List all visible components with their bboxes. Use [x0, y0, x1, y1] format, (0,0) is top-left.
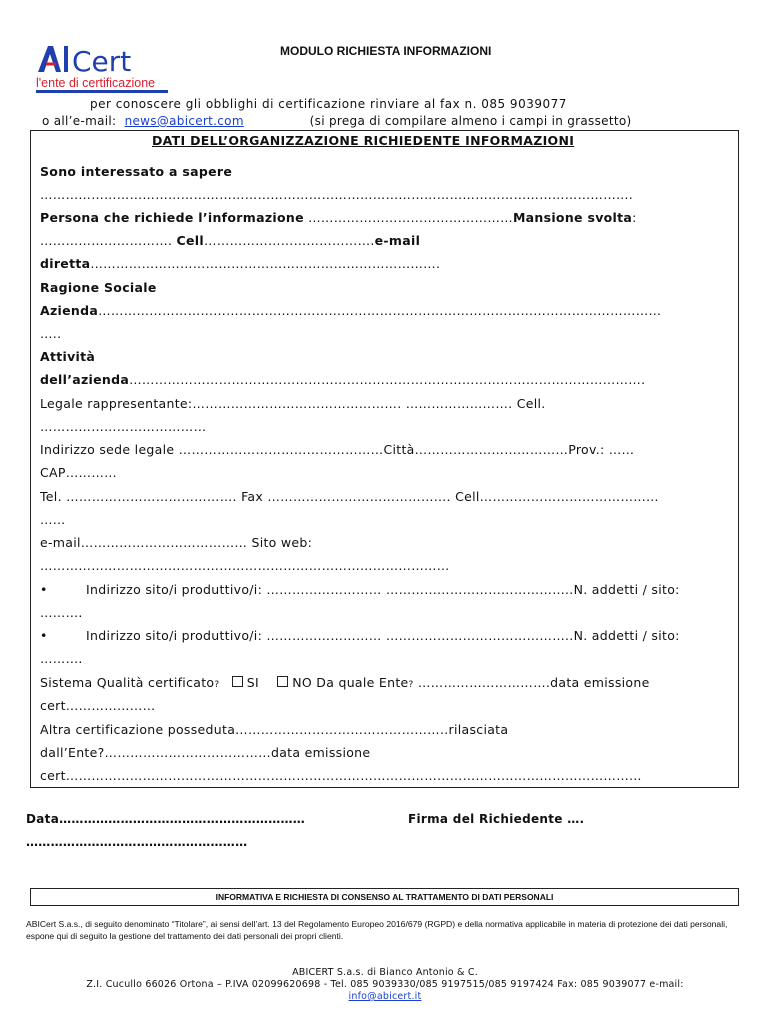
phone-fax-row[interactable]: Tel. …………………………………. Fax ……………………………………. Cell…………………………………… — [40, 489, 659, 504]
company-field[interactable]: …………………………………………………………………………………………………………………… — [98, 303, 662, 318]
activity-field[interactable]: …………………………………………………………………………………………………………. — [129, 372, 646, 387]
quality-system-label: Sistema Qualità certificato — [40, 675, 215, 690]
production-site-row-2[interactable]: Indirizzo sito/i produttivo/i: ……………………… ……………………………………..N. addetti / sito: — [86, 628, 680, 643]
email-website-row[interactable]: e-mail………………………………… Sito web: — [40, 535, 313, 550]
interest-label: Sono interessato a sapere — [40, 164, 233, 179]
date-field-cont[interactable]: ……………………………………………… — [26, 835, 248, 849]
form-title: MODULO RICHIESTA INFORMAZIONI — [280, 44, 492, 58]
company-label: Azienda — [40, 303, 99, 318]
issue-date-field[interactable]: ………………………….data emissione — [413, 675, 650, 690]
cell-label: Cell — [176, 233, 204, 248]
interest-field[interactable]: …………………………………………………………………………………………………………………………. — [40, 187, 634, 202]
logo-wordmark: Cert — [72, 45, 132, 78]
footer-company: ABICERT S.a.s. di Bianco Antonio & C. — [292, 967, 478, 978]
si-checkbox[interactable] — [232, 676, 243, 687]
activity-label-2: dell’azienda — [40, 372, 130, 387]
cap-field[interactable]: CAP………… — [40, 465, 117, 480]
intro-line-1: per conoscere gli obblighi di certificazione rinviare al fax n. 085 9039077 — [90, 97, 567, 111]
production-site-1-cont[interactable]: ………. — [40, 605, 83, 620]
bullet-1: • — [40, 582, 48, 597]
intro-email-prefix: o all’e-mail: — [42, 114, 117, 128]
phone-fax-cont[interactable]: …… — [40, 512, 66, 527]
company-name-label: Ragione Sociale — [40, 280, 157, 295]
other-cert-row[interactable]: Altra certificazione posseduta…………………………………………..rilasciata — [40, 722, 509, 737]
requester-field[interactable]: ………………………………………… — [303, 210, 513, 225]
role-field[interactable]: …………………………. — [40, 233, 177, 248]
logo-graphic — [36, 42, 172, 98]
direct-label: diretta — [40, 256, 91, 271]
company-field-cont[interactable]: ….. — [40, 326, 62, 341]
intro-line-2 — [42, 114, 631, 128]
website-field[interactable]: …………………………………………………………………………………… — [40, 558, 450, 573]
date-field[interactable]: Data…………………………………………………… — [26, 812, 306, 826]
quality-system-row — [40, 675, 650, 690]
legal-rep-row[interactable]: Legale rappresentante:…………………………………………. ……………………. Cell. — [40, 396, 546, 411]
intro-note: (si prega di compilare almeno i campi in grassetto) — [309, 114, 632, 128]
role-colon: : — [632, 210, 637, 225]
intro-email-link[interactable]: news@abicert.com — [124, 114, 244, 128]
activity-row — [40, 372, 645, 387]
footer-email-link[interactable]: info@abicert.it — [348, 991, 422, 1002]
other-cert-field[interactable]: cert……………………………………………………………………………………………………………………… — [40, 768, 642, 783]
requester-row — [40, 210, 637, 225]
signature-field[interactable]: Firma del Richiedente …. — [408, 812, 585, 826]
bullet-2: • — [40, 628, 48, 643]
question-mark-2: ? — [408, 680, 414, 690]
address-row[interactable]: Indirizzo sede legale …………………………………………Città………………………………Prov.: …… — [40, 442, 635, 457]
contact-row — [40, 233, 420, 248]
footer-address: Z.I. Cucullo 66026 Ortona – P.IVA 02099620698 - Tel. 085 9039330/085 9197515/085 9197424 Fax: 085 9039077 e-mail: — [86, 979, 684, 990]
cell-field[interactable]: …………………………………. — [203, 233, 375, 248]
abicert-logo — [36, 42, 172, 98]
production-site-row-1[interactable]: Indirizzo sito/i produttivo/i: ……………………… ……………………………………..N. addetti / sito: — [86, 582, 680, 597]
production-site-2-cont[interactable]: ………. — [40, 651, 83, 666]
si-label: SI — [246, 675, 259, 690]
direct-email-row — [40, 256, 440, 271]
no-label: NO Da quale Ente — [292, 675, 409, 690]
direct-email-field[interactable]: ………………………………………………………………………. — [90, 256, 441, 271]
cert-field[interactable]: cert………………… — [40, 698, 156, 713]
no-checkbox[interactable] — [277, 676, 288, 687]
question-mark-1: ? — [214, 680, 220, 690]
logo-tagline: l'ente di certificazione — [36, 76, 156, 90]
legal-rep-cell-field[interactable]: ………………………………… — [40, 419, 207, 434]
email-label: e-mail — [374, 233, 421, 248]
section-title: DATI DELL’ORGANIZZAZIONE RICHIEDENTE INFORMAZIONI — [152, 133, 575, 148]
role-label: Mansione svolta — [512, 210, 633, 225]
activity-label: Attività — [40, 349, 96, 364]
issuing-body-row[interactable]: dall’Ente?…………………………………data emissione — [40, 745, 371, 760]
company-row — [40, 303, 661, 318]
requester-label: Persona che richiede l’informazione — [40, 210, 304, 225]
consent-title: INFORMATIVA E RICHIESTA DI CONSENSO AL TRATTAMENTO DI DATI PERSONALI — [30, 888, 739, 906]
consent-body: ABICert S.a.s., di seguito denominato “Titolare”, ai sensi dell’art. 13 del Regolamento Europeo 2016/679 (RGPD) e della normativa applicabile in materia di protezione dei dati personali, espone qui di seguito la gestione del trattamento dei dati personali dei propri clienti. — [26, 919, 728, 941]
footer-email-wrap — [0, 991, 770, 1002]
